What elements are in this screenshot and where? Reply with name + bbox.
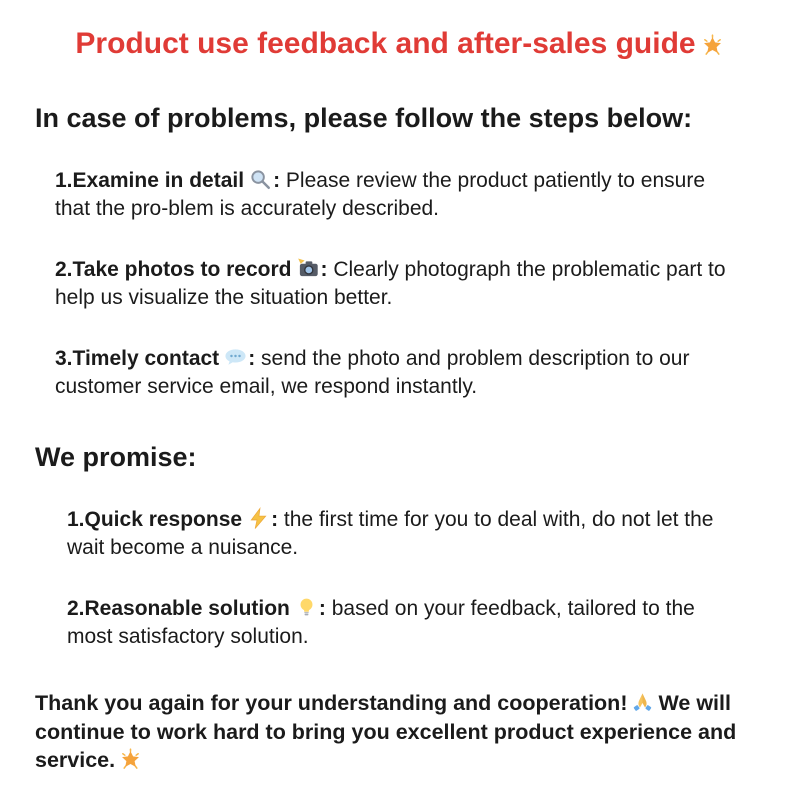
page-title xyxy=(20,26,780,62)
step-lead: 1.Examine in detail xyxy=(55,169,245,192)
promise-lead: 2.Reasonable solution xyxy=(67,597,290,620)
footer-text-after: We will continue to work hard to bring you excellent product experience and service. xyxy=(35,691,737,772)
promise-body: the first time for you to deal with, do not let the wait become a nuisance. xyxy=(67,508,714,559)
glowing-star-icon xyxy=(119,748,142,771)
speech-balloon-icon xyxy=(224,346,247,369)
step-body: Clearly photograph the problematic part to help us visualize the situation better. xyxy=(55,258,726,309)
section-heading-problems: In case of problems, please follow the steps below: xyxy=(35,103,693,133)
colon: : xyxy=(248,347,256,370)
footer-text-before: Thank you again for your understanding and cooperation! xyxy=(35,691,628,715)
light-bulb-icon xyxy=(295,596,318,619)
step-body: Please review the product patiently to ensure that the pro-blem is accurately described. xyxy=(55,169,705,220)
promise-item-solution xyxy=(67,595,727,651)
high-voltage-icon xyxy=(247,507,270,530)
page-title-text: Product use feedback and after-sales guide xyxy=(75,27,696,60)
promise-item-response xyxy=(67,506,727,562)
section-heading-promise: We promise: xyxy=(35,442,197,472)
step-lead: 2.Take photos to record xyxy=(55,258,292,281)
colon: : xyxy=(273,169,281,192)
colon: : xyxy=(320,258,328,281)
magnifying-glass-icon xyxy=(249,168,272,191)
step-lead: 3.Timely contact xyxy=(55,347,220,370)
footer-thanks xyxy=(35,689,760,775)
step-item-examine xyxy=(55,167,731,223)
colon: : xyxy=(318,597,326,620)
promise-list xyxy=(67,506,760,651)
step-item-photos xyxy=(55,256,731,312)
problem-steps-list xyxy=(55,167,760,401)
promise-lead: 1.Quick response xyxy=(67,508,243,531)
camera-with-flash-icon xyxy=(297,257,320,280)
step-item-contact xyxy=(55,345,731,401)
colon: : xyxy=(271,508,279,531)
folded-hands-icon xyxy=(631,691,654,714)
step-body: send the photo and problem description to our customer service email, we respond instantly. xyxy=(55,347,690,398)
promise-body: based on your feedback, tailored to the most satisfactory solution. xyxy=(67,597,695,648)
glowing-star-icon xyxy=(701,34,724,57)
